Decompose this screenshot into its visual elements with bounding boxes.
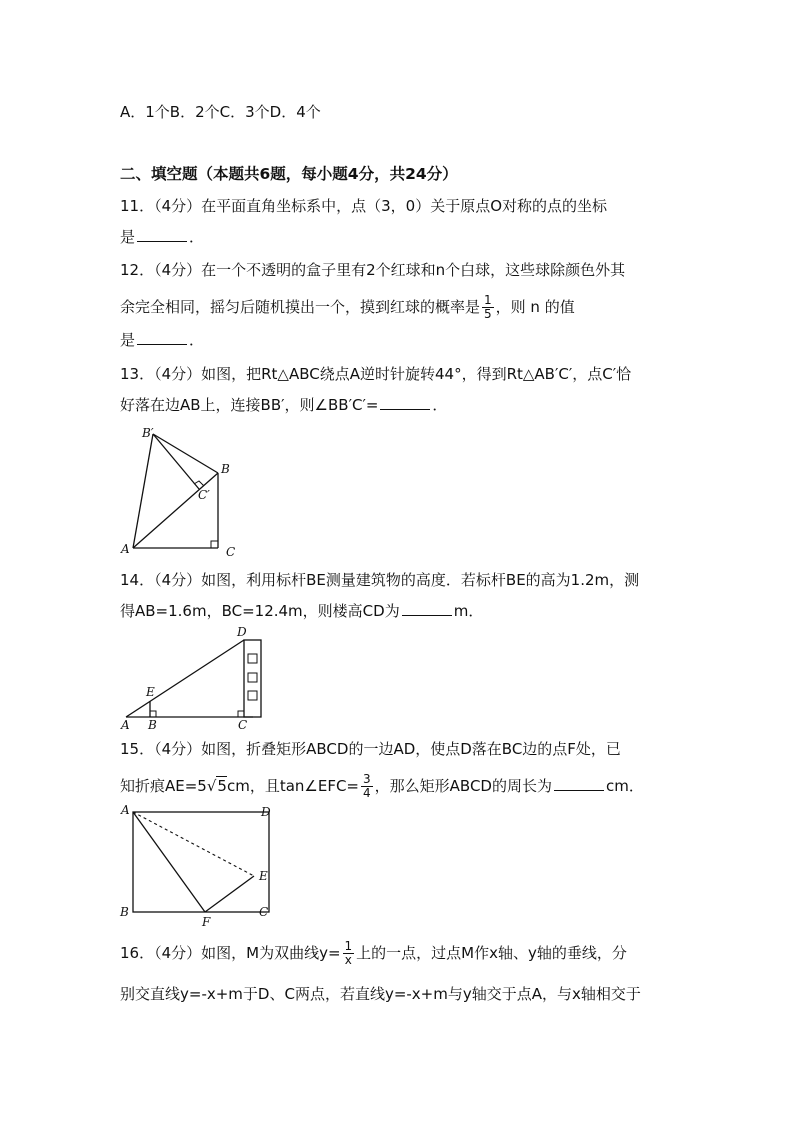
q12-frac-num: 1 xyxy=(484,293,492,307)
q16-frac-num: 1 xyxy=(344,939,353,953)
q11-line-2 xyxy=(120,227,204,247)
q12-text-c: 是 xyxy=(120,331,136,349)
q15-line-2 xyxy=(120,773,644,800)
q15-label-c: C xyxy=(259,905,269,919)
q15-label-e: E xyxy=(259,869,268,883)
q11-line-1: 11．（4分）在平面直角坐标系中，点（3，0）关于原点O对称的点的坐标 xyxy=(120,197,608,215)
q14-label-e: E xyxy=(146,685,155,699)
q15-text-c: ，那么矩形ABCD的周长为 xyxy=(374,777,552,795)
q13-text-a: 好落在边AB上，连接BB′，则∠BB′C′= xyxy=(120,396,379,414)
q16-line-1 xyxy=(120,940,627,967)
q14-line-1: 14．（4分）如图，利用标杆BE测量建筑物的高度．若标杆BE的高为1.2m，测 xyxy=(120,571,640,589)
q14-text-b: m． xyxy=(453,602,484,620)
q15-label-f: F xyxy=(202,915,211,929)
q15-frac-num: 3 xyxy=(363,772,371,786)
q14-label-a: A xyxy=(121,718,130,732)
q12-text-b: ，则 n 的值 xyxy=(495,298,575,316)
q12-frac-den: 5 xyxy=(484,307,492,321)
q12-answer-blank[interactable] xyxy=(137,330,187,345)
q15-sqrt-value: 5 xyxy=(217,777,227,795)
q15-label-d: D xyxy=(261,805,271,819)
q15-answer-blank[interactable] xyxy=(554,776,604,791)
q12-text-a: 余完全相同，摇匀后随机摸出一个，摸到红球的概率是 xyxy=(120,298,481,316)
q15-figure xyxy=(118,800,288,930)
q13-label-c: C xyxy=(226,545,236,559)
q14-answer-blank[interactable] xyxy=(402,601,452,616)
q12-fraction xyxy=(482,294,494,321)
choice-options-line: A．1个B．2个C．3个D．4个 xyxy=(120,103,321,121)
q15-text-a: 知折痕AE=5 xyxy=(120,777,207,795)
q13-line-2 xyxy=(120,395,447,415)
q13-line-1: 13．（4分）如图，把Rt△ABC绕点A逆时针旋转44°，得到Rt△AB′C′，点C′恰 xyxy=(120,365,632,383)
q15-line-1: 15．（4分）如图，折叠矩形ABCD的一边AD，使点D落在BC边的点F处，已 xyxy=(120,740,621,758)
q13-text-b: ． xyxy=(432,396,448,414)
q16-frac-den: x xyxy=(344,953,352,967)
q15-text-b: cm，且tan∠EFC= xyxy=(226,777,360,795)
q11-text-a: 是 xyxy=(120,228,136,246)
q15-text-d: cm． xyxy=(605,777,644,795)
q16-line-2: 别交直线y=-x+m于D、C两点，若直线y=-x+m与y轴交于点A，与x轴相交于 xyxy=(120,985,641,1003)
q14-figure xyxy=(118,625,268,735)
q16-text-b: 上的一点，过点M作x轴、y轴的垂线，分 xyxy=(356,944,627,962)
q13-label-b-prime: B′ xyxy=(142,426,154,440)
q13-figure xyxy=(118,425,248,565)
q11-answer-blank[interactable] xyxy=(137,227,187,242)
q14-label-b: B xyxy=(148,718,157,732)
q12-line-1: 12．（4分）在一个不透明的盒子里有2个红球和n个白球，这些球除颜色外其 xyxy=(120,261,626,279)
q16-fraction xyxy=(343,940,355,967)
q14-line-2 xyxy=(120,601,483,621)
q15-fraction xyxy=(361,773,373,800)
q12-line-3 xyxy=(120,330,204,350)
q11-text-b: ． xyxy=(189,228,205,246)
q16-text-a: 16．（4分）如图，M为双曲线y= xyxy=(120,944,341,962)
q15-sqrt-sign: √ xyxy=(206,777,217,795)
section-title: 二、填空题（本题共6题，每小题4分，共24分） xyxy=(120,165,458,183)
q12-line-2 xyxy=(120,294,575,321)
q13-label-c-prime: C′ xyxy=(198,488,210,502)
q14-label-d: D xyxy=(237,625,247,639)
q15-frac-den: 4 xyxy=(363,786,371,800)
q14-label-c: C xyxy=(238,718,248,732)
q13-label-b: B xyxy=(221,462,230,476)
q15-label-b: B xyxy=(120,905,129,919)
q13-label-a: A xyxy=(121,542,130,556)
q13-answer-blank[interactable] xyxy=(380,395,430,410)
q15-label-a: A xyxy=(121,803,130,817)
q14-text-a: 得AB=1.6m，BC=12.4m，则楼高CD为 xyxy=(120,602,400,620)
q12-text-d: ． xyxy=(189,331,205,349)
